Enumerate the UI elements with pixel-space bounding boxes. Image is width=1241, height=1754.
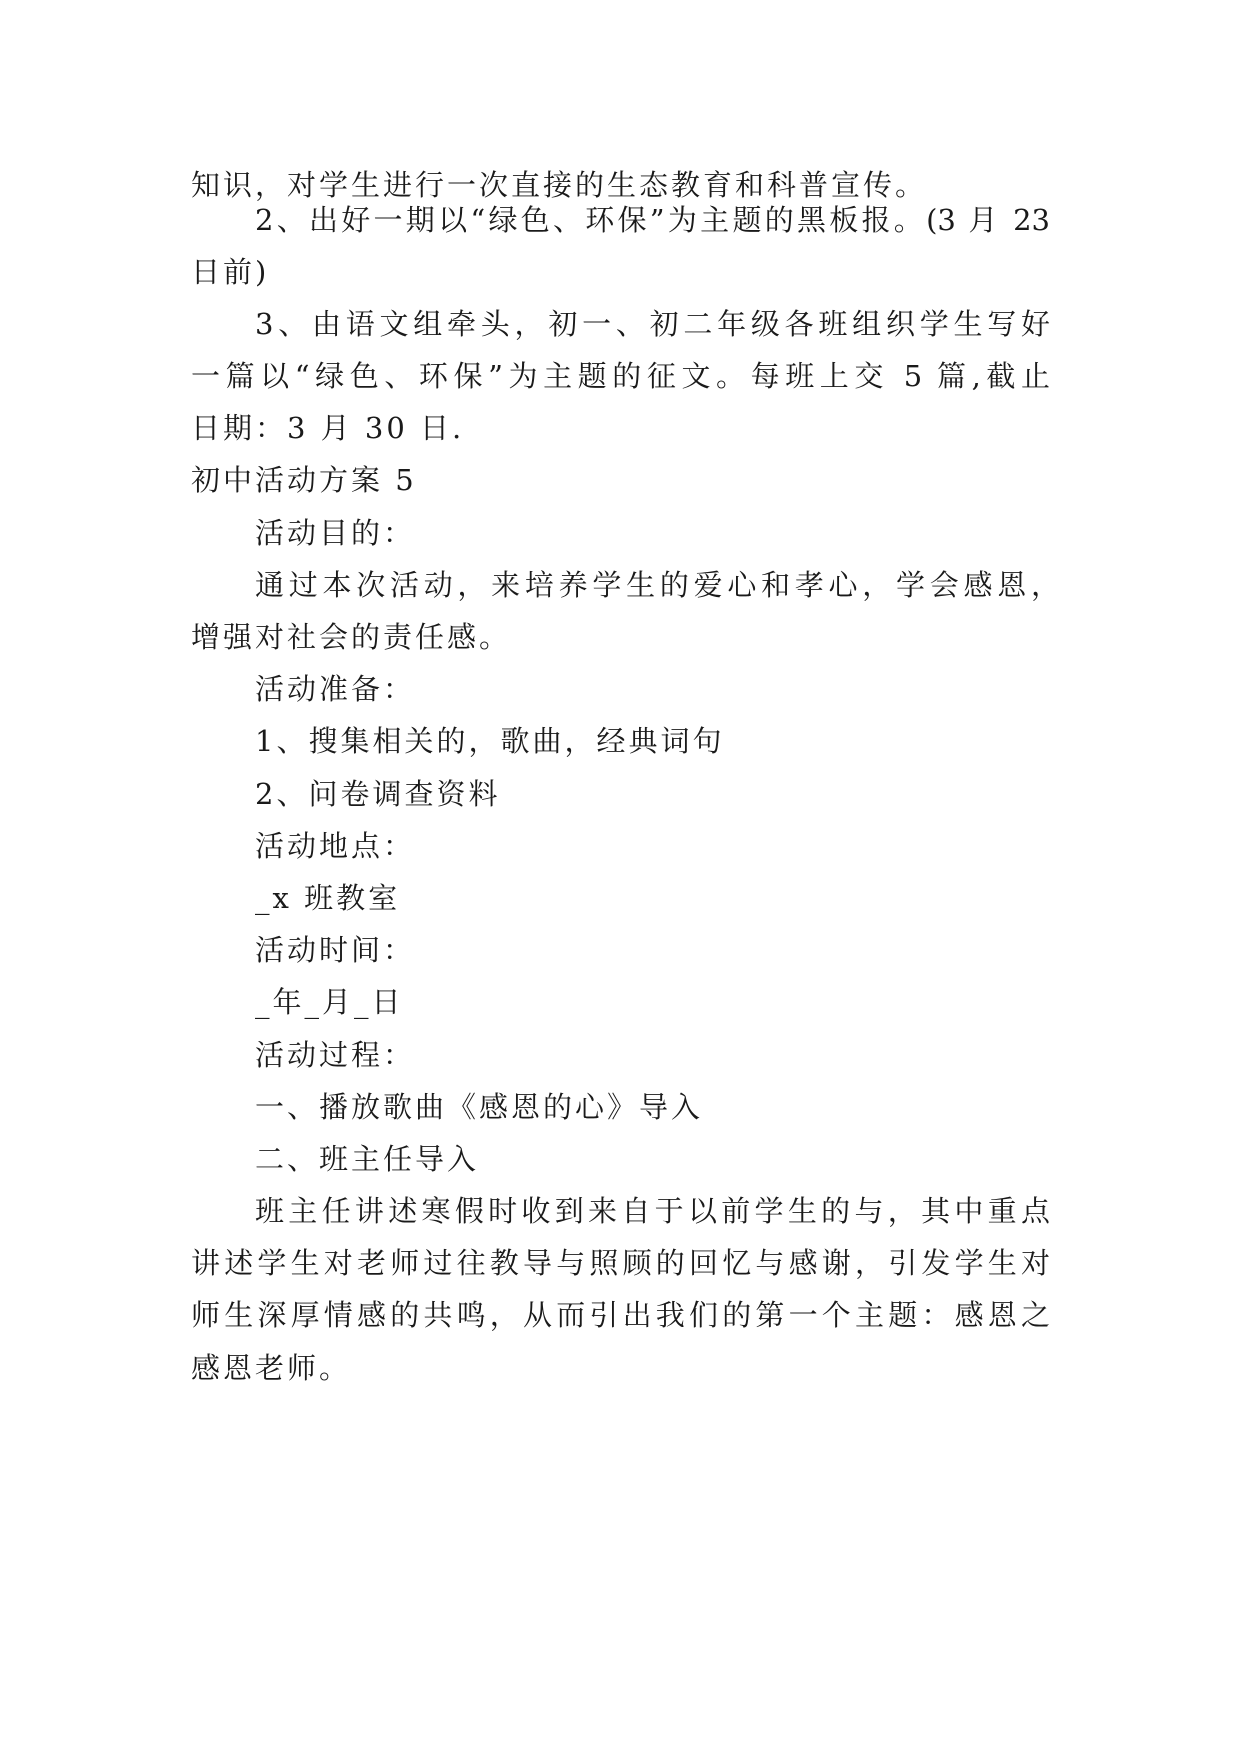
paragraph-line: 活动地点： bbox=[255, 829, 416, 863]
section-heading: 初中活动方案 5 bbox=[191, 463, 417, 497]
paragraph-line: 活动目的： bbox=[255, 516, 416, 550]
paragraph-line: 一篇以“绿色、环保”为主题的征文。每班上交 5 篇,截止 bbox=[191, 359, 1050, 393]
paragraph-line: 一、播放歌曲《感恩的心》导入 bbox=[255, 1090, 704, 1124]
paragraph-line: 2、出好一期以“绿色、环保”为主题的黑板报。(3 月 23 bbox=[255, 203, 1050, 237]
paragraph-line: 增强对社会的责任感。 bbox=[191, 620, 512, 654]
paragraph-line: 3、由语文组牵头，初一、初二年级各班组织学生写好 bbox=[255, 307, 1050, 341]
paragraph-line: 二、班主任导入 bbox=[255, 1142, 480, 1176]
paragraph-line: _x 班教室 bbox=[255, 881, 401, 915]
paragraph-line: _年_月_日 bbox=[255, 985, 404, 1019]
paragraph-line: 师生深厚情感的共鸣，从而引出我们的第一个主题：感恩之 bbox=[191, 1298, 1050, 1332]
paragraph-line: 活动准备： bbox=[255, 672, 416, 706]
paragraph-line: 1、搜集相关的，歌曲，经典词句 bbox=[255, 724, 725, 758]
paragraph-line: 知识，对学生进行一次直接的生态教育和科普宣传。 bbox=[191, 168, 928, 202]
paragraph-line: 活动过程： bbox=[255, 1038, 416, 1072]
paragraph-line: 感恩老师。 bbox=[191, 1351, 352, 1385]
paragraph-line: 通过本次活动，来培养学生的爱心和孝心，学会感恩， bbox=[255, 568, 1060, 602]
paragraph-line: 班主任讲述寒假时收到来自于以前学生的与，其中重点 bbox=[255, 1194, 1050, 1228]
paragraph-line: 活动时间： bbox=[255, 933, 416, 967]
paragraph-line: 讲述学生对老师过往教导与照顾的回忆与感谢，引发学生对 bbox=[191, 1246, 1050, 1280]
paragraph-line: 日前) bbox=[191, 255, 270, 289]
paragraph-line: 2、问卷调查资料 bbox=[255, 777, 501, 811]
paragraph-line: 日期：3 月 30 日. bbox=[191, 411, 465, 445]
